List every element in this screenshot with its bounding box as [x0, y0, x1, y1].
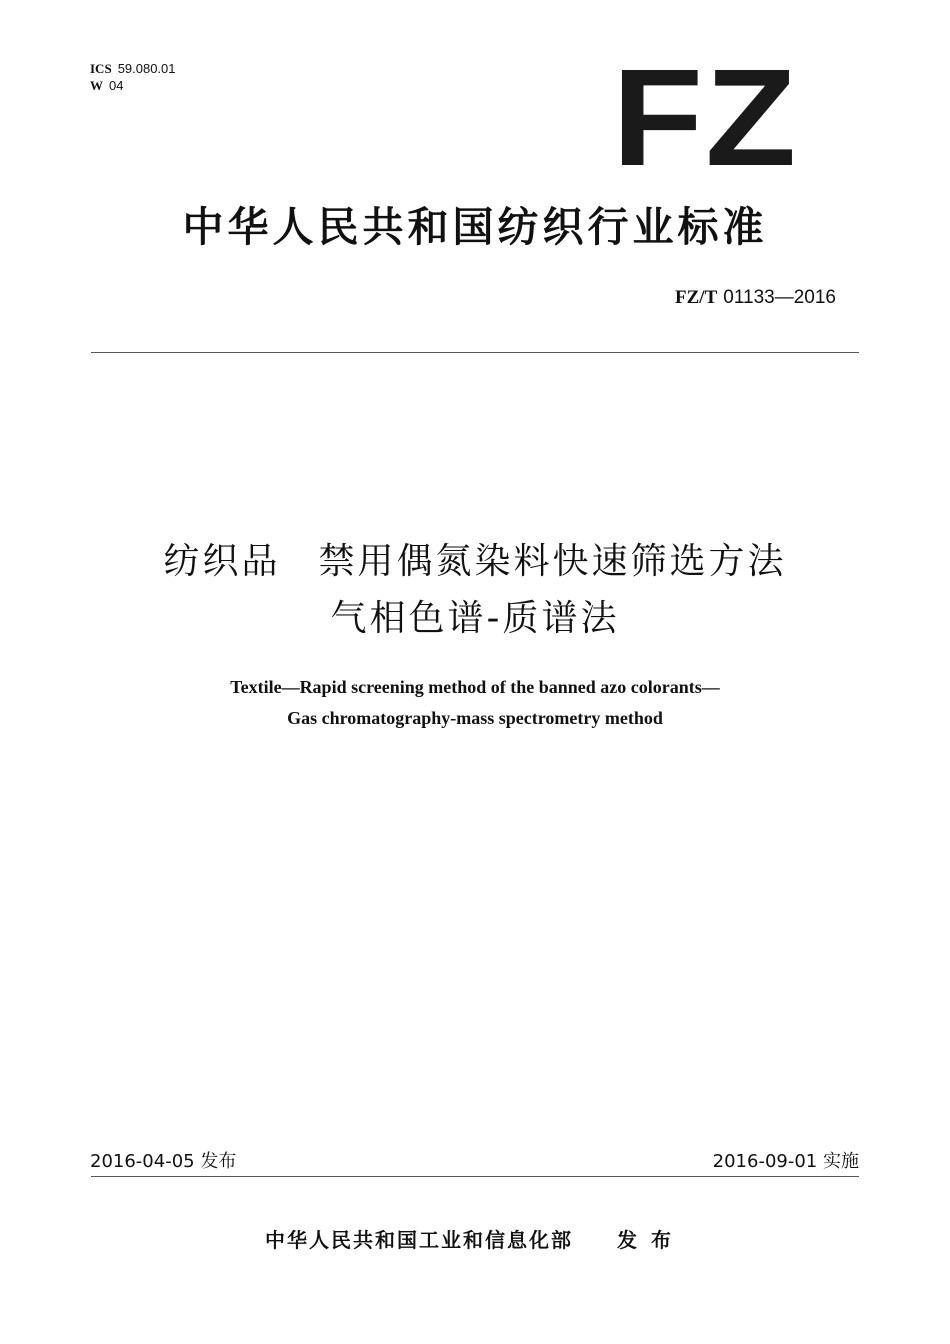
fz-logo: FZ — [612, 41, 799, 195]
chinese-title-part-1: 纺织品 — [163, 541, 281, 582]
chinese-title-part-2: 禁用偶氮染料快速筛选方法 — [318, 541, 787, 582]
chinese-title-line-1 — [0, 533, 950, 584]
english-title-line-1: Textile—Rapid screening method of the banned azo colorants— — [230, 677, 720, 697]
implementation-date: 2016-09-01 实施 — [712, 1151, 859, 1172]
ics-classification — [90, 60, 176, 94]
category-value: 04 — [109, 78, 124, 93]
bottom-divider — [91, 1176, 859, 1177]
issuer-line — [0, 1224, 950, 1253]
standard-title: 中华人民共和国纺织行业标准 — [182, 203, 768, 251]
top-divider — [91, 352, 859, 353]
english-title-line-2: Gas chromatography-mass spectrometry method — [287, 708, 663, 728]
category-label: W — [90, 78, 103, 93]
category-line — [90, 77, 176, 94]
standard-code-prefix: FZ/T — [675, 287, 718, 308]
issuer-name: 中华人民共和国工业和信息化部 — [265, 1228, 573, 1252]
standard-code — [675, 286, 836, 309]
ics-label: ICS — [90, 61, 112, 76]
chinese-title-line-2: 气相色谱-质谱法 — [330, 598, 620, 639]
ics-line — [90, 60, 176, 77]
ics-value: 59.080.01 — [117, 61, 176, 76]
publish-label: 发布 — [617, 1228, 685, 1252]
issue-date: 2016-04-05 发布 — [90, 1151, 237, 1172]
standard-code-number: 01133—2016 — [723, 287, 836, 308]
